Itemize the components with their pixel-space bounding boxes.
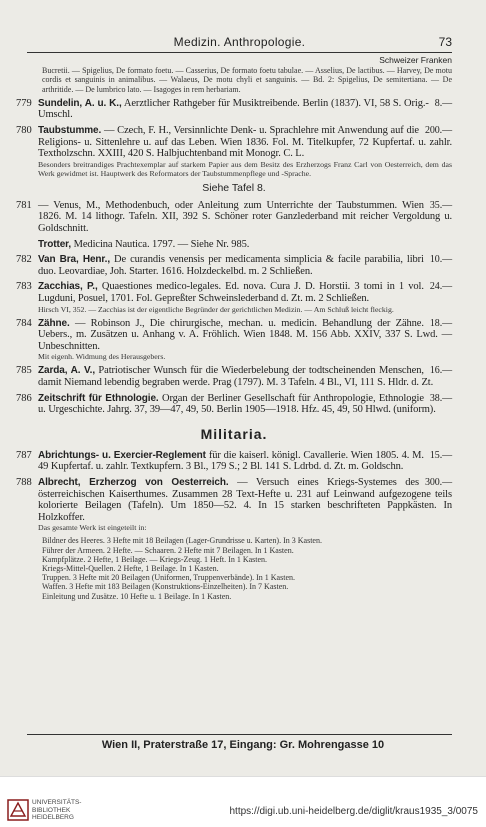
- entry-note: Besonders breitrandiges Prachtexemplar auf starkem Papier aus dem Besitz des Erzherzogs Franz Carl von Oesterreich, dem das Werk gewidmet ist. Hauptwerk des Reformators der Taubstummenpflege und -Sprache.: [38, 159, 452, 178]
- catalog-entry: [16, 125, 452, 178]
- entry-body: [38, 281, 452, 304]
- entry-body: [38, 254, 452, 277]
- entry-text: — Venus, M., Methodenbuch, oder Anleitung zum Unterrichte der Taubstummen. Wien 1826. M. 14 lithogr. Tafeln. XII, 392 S. Schöner roter Ganzlederband mit reicher Vergoldung u. Goldschnitt.: [38, 199, 452, 235]
- entry-text: Organ der Berliner Gesellschaft für Anthropologie, Ethnologie u. Urgeschichte. Jahrg. 37, 39—47, 49, 50. Berlin 1905—1918. Hfz. 45, 49, 50 Hlwd. (uniform).: [38, 392, 436, 416]
- entry-list-medizin-continued: [16, 200, 452, 416]
- currency-label: Schweizer Franken: [379, 55, 452, 65]
- catalog-entry: [16, 393, 452, 416]
- entry-price: 24.—: [429, 281, 452, 293]
- entry-author: Taubstumme.: [38, 125, 102, 137]
- entry-price: 35.—: [429, 199, 452, 211]
- page-header: [27, 34, 452, 53]
- entry-author: Sundelin, A. u. K.,: [38, 97, 122, 109]
- intro-continuation: Bucretii. — Spigelius, De formato foetu. — Casserius, De formato foetu tabulae. — Asselius, De lactibus. — Harvey, De motu cordis et sanguinis in animalibus. — Walaeus, De motu chyli et sanguinis. — Bd. 2: Spigelius, De semitertiana. — De arthritide. — De lumbrico lato. — Isagoges in rem herbariam.: [42, 66, 452, 94]
- footer-address: Wien II, Praterstraße 17, Eingang: Gr. Mohrengasse 10: [101, 739, 385, 751]
- entry-body: [38, 365, 452, 388]
- entry-body: [38, 98, 452, 121]
- library-bar: [0, 776, 486, 827]
- entry-note: Hirsch VI, 352. — Zacchias ist der eigentliche Begründer der gerichtlichen Medizin. — Am Schluß leicht fleckig.: [38, 304, 394, 314]
- source-url-link[interactable]: https://digi.ub.uni-heidelberg.de/diglit/kraus1935_3/0075: [229, 806, 478, 817]
- entry-text: Patriotischer Wunsch für die Wiederbelebung der todtscheinenden Menschen, damit Niemand lebendig begraben werde. Prag (1797). M. 3 Tafeln. 4 Bl., VI, 111 S. Hldr. d. Zt.: [38, 365, 434, 388]
- sub-item: Bildner des Heeres. 3 Hefte mit 18 Beilagen (Lager-Grundrisse u. Karten). In 3 Kasten.: [42, 536, 322, 546]
- catalog-content: [16, 66, 452, 601]
- library-name: [32, 799, 81, 822]
- entry-author: Zarda, A. V.,: [38, 365, 95, 377]
- entry-price: 8.—: [434, 97, 452, 109]
- entry-body: [38, 393, 452, 416]
- sub-item: Einleitung und Zusätze. 10 Hefte u. 1 Beilage. In 1 Kasten.: [42, 591, 232, 601]
- entry-author: Van Bra, Henr.,: [38, 254, 111, 266]
- catalog-entry: [16, 365, 452, 388]
- entry-text: Quaestiones medico-legales. Ed. nova. Cura J. D. Horstii. 3 tomi in 1 vol. Lugduni, Posuel, 1701. Fol. Gepreßter Schweinslederband d. Zt. m. 2 Schließen.: [38, 281, 424, 305]
- entry-text: für die kaiserl. königl. Cavallerie. Wien 1805. 4. M. 49 Kupfertaf. u. zahlr. Textkupfern. 3 Bl., 179 S.; 2 Bl. 141 S. Ldrbd. d. Zt. m. Goldschn.: [38, 449, 424, 473]
- entry-number: 785: [16, 365, 32, 377]
- entry-body: [38, 125, 452, 160]
- entry-number: 779: [16, 97, 32, 109]
- plate-reference: Siehe Tafel 8.: [202, 181, 266, 194]
- entry-author: Zeitschrift für Ethnologie.: [38, 392, 159, 404]
- catalog-entry: [16, 477, 452, 532]
- entry-list-militaria: [16, 450, 452, 533]
- entry-note: Das gesamte Werk ist eingeteilt in:: [38, 523, 147, 533]
- running-title: Medizin. Anthropologie.: [173, 35, 306, 49]
- sub-item: Führer der Armeen. 2 Hefte. — Schaaren. 2 Hefte mit 7 Beilagen. In 1 Kasten.: [42, 545, 294, 555]
- entry-number: 784: [16, 317, 32, 329]
- entry-text: — Czech, F. H., Versinnlichte Denk- u. Sprachlehre mit Anwendung auf die Religions- u. Sittenlehre u. auf das Leben. Wien 1836. Fol. M. Titelkupfer, 72 Kupfertaf. u. zahlr. Textholzschn. XXIII, 420 S. Halbjuchtenband mit Monogr. C. L.: [38, 125, 452, 160]
- library-name-line2: BIBLIOTHEK: [32, 806, 71, 814]
- entry-number: 781: [16, 199, 32, 211]
- entry-body: [38, 450, 452, 473]
- library-logo-icon[interactable]: [7, 799, 29, 821]
- sub-item-list: [16, 536, 452, 600]
- sub-item: Kampfplätze. 2 Hefte, 1 Beilage. — Kriegs-Zeug. 1 Heft. In 1 Kasten.: [42, 554, 268, 564]
- entry-number: 782: [16, 254, 32, 266]
- entry-price: 38.—: [429, 392, 452, 404]
- entry-body: [38, 239, 452, 251]
- entry-price: 18.—: [429, 317, 452, 329]
- entry-author: Trotter,: [38, 238, 72, 250]
- entry-number: 788: [16, 476, 32, 488]
- entry-text: — Versuch eines Kriegs-Systemes des österreichischen Kaiserthumes. Zusammen 28 Text-Hefte u. 231 auf Leinwand aufgezogene teils kolorierte Beilagen (Tafeln). Um 1850—52. 4. In 15 starken beschrifteten Pappkästen. In Holzkoffer.: [38, 476, 452, 523]
- entry-text: De curandis venensis per medicamenta simplicia & facile parabilia, libri duo. Leovardiae, Joh. Starter. 1616. Holzdeckelbd. m. 2 Schließen.: [38, 254, 424, 277]
- entry-price: 200.—: [424, 125, 452, 137]
- library-name-line1: UNIVERSITÄTS-: [32, 799, 82, 806]
- entry-text: Aerztlicher Rathgeber für Musiktreibende. Berlin (1837). VI, 58 S. Orig.-Umschl.: [38, 97, 429, 121]
- entry-text: — Robinson J., Die chirurgische, mechan. u. medicin. Behandlung der Zähne. Uebers., m. Zusätzen u. Anhang v. A. Fröhlich. Wien 1848. M. 156 Abb. XXIV, 337 S. Lwd. — Unbeschnitten.: [38, 317, 452, 352]
- entry-number: 783: [16, 281, 32, 293]
- entry-author: Zähne.: [38, 317, 70, 329]
- library-name-line3: HEIDELBERG: [32, 814, 74, 821]
- entry-body: [38, 318, 452, 353]
- catalog-entry: [16, 239, 452, 251]
- entry-price: 15.—: [429, 449, 452, 461]
- entry-author: Abrichtungs- u. Exercier-Reglement: [38, 449, 206, 461]
- catalog-entry: [16, 98, 452, 121]
- catalog-entry: [16, 318, 452, 362]
- entry-number: 787: [16, 449, 32, 461]
- sub-item: Truppen. 3 Hefte mit 20 Beilagen (Uniformen, Truppenverbände). In 1 Kasten.: [42, 573, 295, 583]
- catalog-entry: [16, 281, 452, 313]
- entry-number: 786: [16, 392, 32, 404]
- footer-divider: [27, 734, 452, 735]
- entry-number: 780: [16, 125, 32, 137]
- sub-item: Kriegs-Mittel-Quellen. 2 Hefte, 1 Beilage. In 1 Kasten.: [42, 563, 219, 573]
- entry-author: Albrecht, Erzherzog von Oesterreich.: [38, 476, 229, 488]
- sub-item: Waffen. 3 Hefte mit 183 Beilagen (Konstruktions-Einzelheiten). In 7 Kasten.: [42, 582, 289, 592]
- section-title: Militaria.: [200, 425, 268, 442]
- entry-price: 10.—: [429, 254, 452, 266]
- entry-note: Mit eigenh. Widmung des Herausgebers.: [38, 352, 166, 362]
- entry-price: 16.—: [429, 365, 452, 377]
- entry-author: Zacchias, P.,: [38, 281, 98, 293]
- catalog-entry: [16, 254, 452, 277]
- entry-text: Medicina Nautica. 1797. — Siehe Nr. 985.: [73, 238, 250, 250]
- catalog-entry: [16, 200, 452, 235]
- entry-body: [38, 200, 452, 235]
- entry-price: 300.—: [424, 476, 452, 488]
- catalog-entry: [16, 450, 452, 473]
- page-number: 73: [438, 35, 452, 49]
- entry-body: [38, 477, 452, 523]
- entry-list-medizin: [16, 98, 452, 178]
